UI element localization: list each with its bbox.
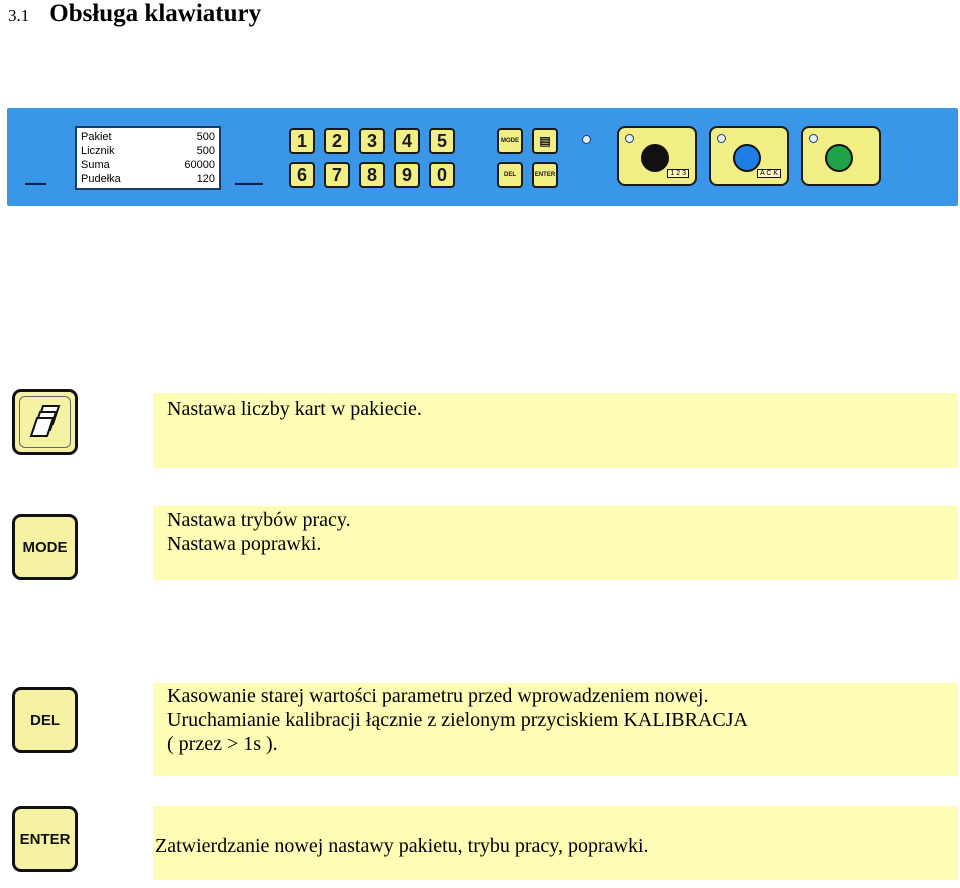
panel-mode-key: MODE <box>497 128 523 154</box>
blue-button-icon <box>733 144 761 172</box>
description-box <box>153 683 958 776</box>
panel-model-logo: ▬▬▬▬ <box>235 180 263 187</box>
panel-key-0: 0 <box>429 162 455 188</box>
panel-key-2: 2 <box>324 128 350 154</box>
panel-brand-logo: ▬▬▬ <box>25 180 46 187</box>
description-line: Nastawa liczby kart w pakiecie. <box>167 398 422 420</box>
description-line: Zatwierdzanie nowej nastawy pakietu, trybu pracy, poprawki. <box>155 835 649 857</box>
section-title: Obsługa klawiatury <box>49 0 262 27</box>
mode-key-icon: MODE <box>12 514 78 580</box>
lcd-row: Licznik 500 <box>81 145 215 157</box>
lcd-row: Pudełka 120 <box>81 173 215 185</box>
panel-del-key: DEL <box>497 162 523 188</box>
panel-card-stack-key: ▤ <box>532 128 558 154</box>
description-box <box>153 806 958 880</box>
panel-count-tag: 1 2 3 <box>667 169 689 178</box>
panel-start-button <box>617 126 697 186</box>
lcd-row: Suma 60000 <box>81 159 215 171</box>
panel-key-8: 8 <box>359 162 385 188</box>
panel-key-4: 4 <box>394 128 420 154</box>
panel-led <box>809 134 818 143</box>
panel-calibration-button <box>801 126 881 186</box>
panel-key-5: 5 <box>429 128 455 154</box>
panel-key-9: 9 <box>394 162 420 188</box>
description-line: Nastawa poprawki. <box>167 533 322 555</box>
panel-enter-key: ENTER <box>532 162 558 188</box>
del-key-icon: DEL <box>12 687 78 753</box>
control-panel-illustration <box>7 108 958 206</box>
black-button-icon <box>641 144 669 172</box>
panel-led <box>582 135 591 144</box>
panel-led <box>717 134 726 143</box>
panel-key-7: 7 <box>324 162 350 188</box>
lcd-display <box>75 126 221 190</box>
description-line: Nastawa trybów pracy. <box>167 509 351 531</box>
enter-key-icon: ENTER <box>12 806 78 872</box>
section-heading <box>8 0 261 34</box>
panel-ack-button <box>709 126 789 186</box>
panel-ack-tag: A C K <box>757 169 781 178</box>
description-line: Kasowanie starej wartości parametru przed wprowadzeniem nowej. <box>167 685 709 707</box>
description-line: ( przez > 1s ). <box>167 733 278 755</box>
panel-key-3: 3 <box>359 128 385 154</box>
panel-key-6: 6 <box>289 162 315 188</box>
description-line: Uruchamianie kalibracji łącznie z zielonym przyciskiem KALIBRACJA <box>167 709 748 731</box>
description-box <box>153 393 958 468</box>
section-number: 3.1 <box>8 6 30 25</box>
card-stack-key-icon <box>12 389 78 455</box>
panel-led <box>625 134 634 143</box>
description-box <box>153 506 958 580</box>
green-button-icon <box>825 144 853 172</box>
lcd-row: Pakiet 500 <box>81 131 215 143</box>
panel-key-1: 1 <box>289 128 315 154</box>
